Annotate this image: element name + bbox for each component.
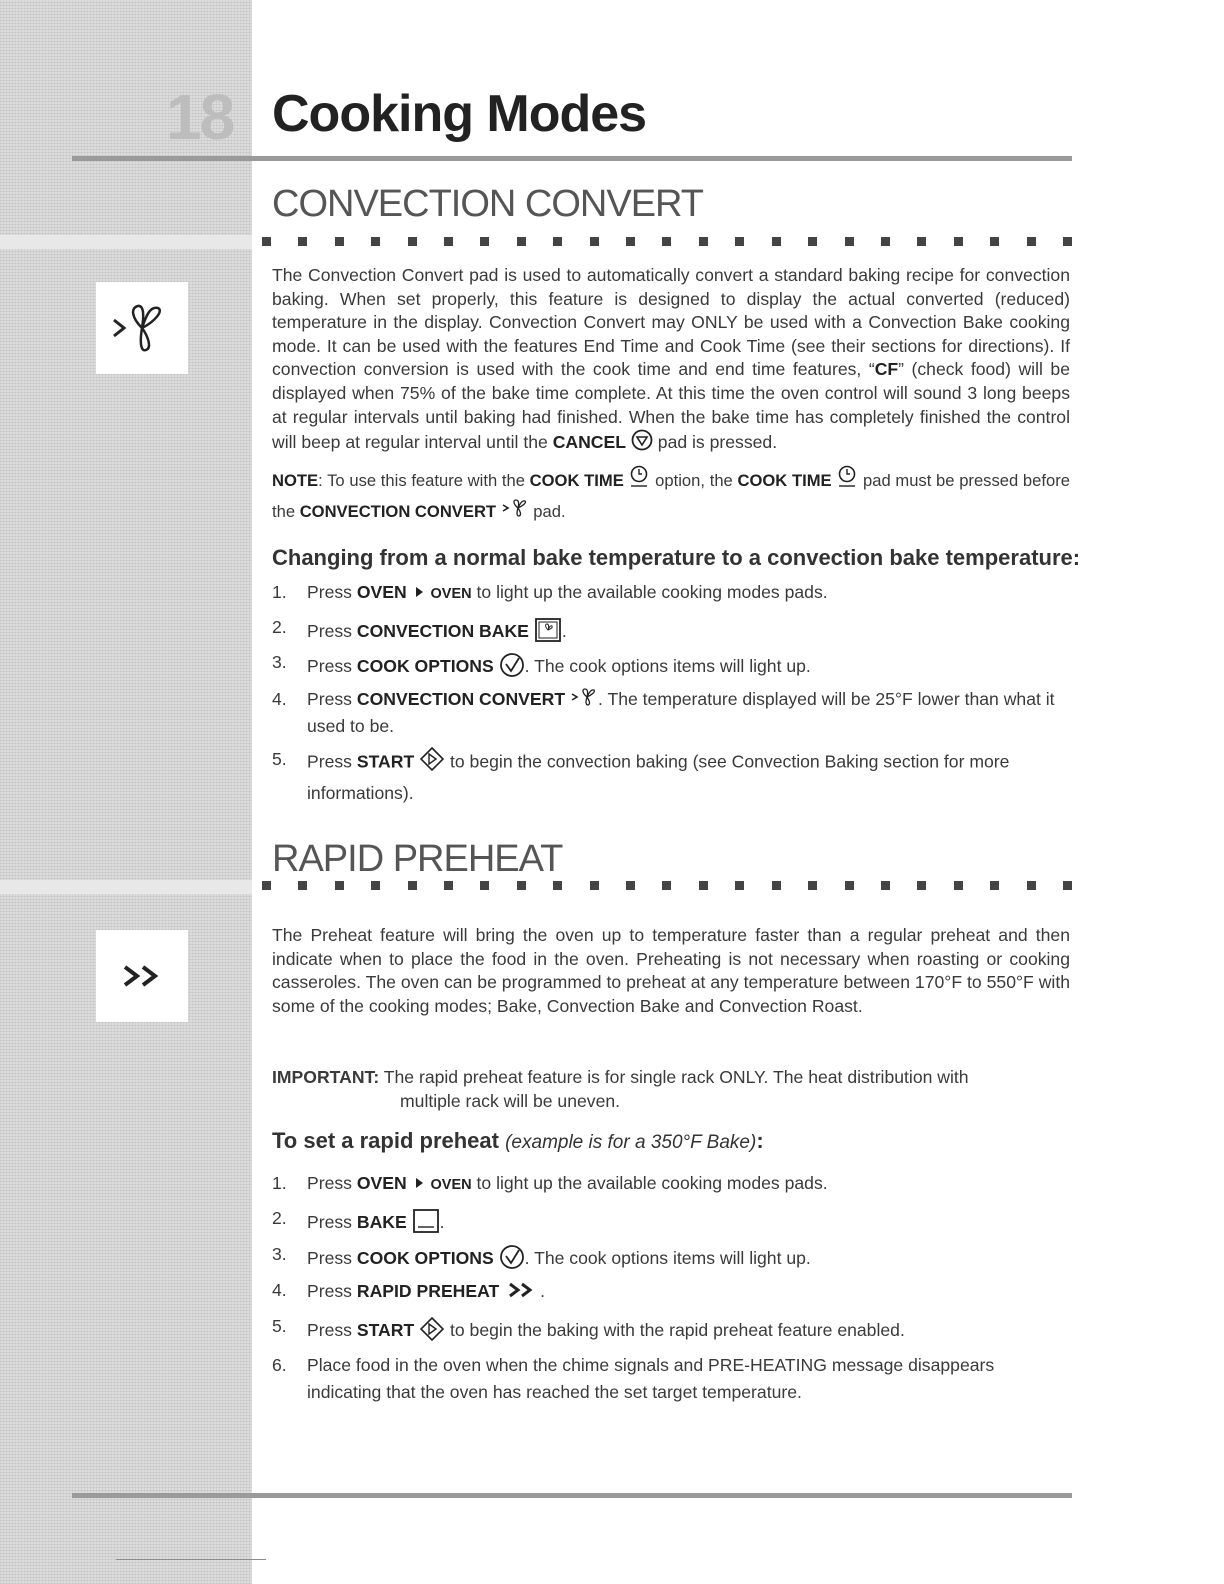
bottom-rule [72,1493,1072,1498]
text-run: Place food in the oven when the chime signals and PRE-HEATING message disappears indicating that the oven has reached the set target temperature. [307,1355,995,1402]
start-icon [419,1316,445,1347]
list-item [272,652,1070,687]
text-run: : To use this feature with the [318,470,530,490]
step-number: 2. [272,617,287,637]
convection-convert-key-label: CONVECTION CONVERT [356,689,566,710]
rapid-preheat-key-label: RAPID PREHEAT [356,1281,500,1302]
text-run: pad is pressed. [652,432,778,453]
step-number: 2. [272,1208,287,1228]
step-number: 3. [272,1244,287,1264]
list-item [272,1352,1070,1406]
text-run: . [540,1281,546,1302]
section-title-convection-convert: CONVECTION CONVERT [272,183,704,225]
cf-label: CF [874,359,899,380]
text-run: Press [307,1320,357,1341]
text-run: Press [307,689,357,710]
rapid-preheat-description: The Preheat feature will bring the oven up to temperature faster than a regular preheat and then indicate when to place the food in the oven. Preheating is not necessary when roasting or cooking casseroles. The oven can be programmed to preheat at any temperature between 170°F to 550°F with some of the cooking modes; Bake, Convection Bake and Convection Roast. [272,925,1070,1016]
text-run: Press [307,621,357,642]
text-run: pad. [528,502,566,521]
step-number: 4. [272,1280,287,1300]
step-number: 5. [272,749,287,769]
cook-options-key-label: COOK OPTIONS [356,656,494,677]
text-run: Press [307,1281,357,1302]
oven-key-label: OVEN [356,582,407,602]
convection-convert-key-label: CONVECTION CONVERT [299,502,497,521]
rapid-steps [272,1173,1070,1406]
list-item [272,617,1070,652]
text-run: . The cook options items will light up. [524,1248,811,1269]
footer-underline [116,1559,266,1560]
list-item [272,1280,1070,1316]
text-run: pad must be pressed before the [272,470,1070,521]
dotted-divider [262,881,1072,891]
bake-key-label: BAKE [356,1212,407,1233]
sidebar-band [0,235,252,249]
cancel-icon [631,429,653,458]
convection-steps [272,582,1070,807]
text-run: ” (check food) will be displayed when 75% of the bake time complete. At this time the oven control will sound 3 long beeps at regular intervals until baking had finished. When the bake time has completely finished the control will beep at regular interval until the [272,359,1070,453]
sidebar-band [0,880,252,894]
subhead-example: (example is for a 350°F Bake) [505,1132,757,1153]
note-label: NOTE [272,470,319,490]
list-item [272,1208,1070,1244]
start-key-label: START [356,1320,415,1341]
start-key-label: START [356,751,415,772]
step-number: 5. [272,1316,287,1336]
arrow-right-icon [412,583,426,604]
important-label: IMPORTANT: [272,1067,380,1087]
text-run: Press [307,1173,357,1193]
text-run: Press [307,1212,357,1233]
text-run: : [756,1128,764,1153]
page-title: Cooking Modes [272,85,647,143]
cook-time-icon [836,465,858,498]
section-title-rapid-preheat: RAPID PREHEAT [272,838,563,880]
text-run: . [561,621,567,642]
text-run: Press [307,656,357,677]
step-number: 3. [272,652,287,672]
cook-options-icon [499,1244,525,1275]
rapid-preheat-small-icon [504,1280,540,1305]
convection-bake-key-label: CONVECTION BAKE [356,621,529,642]
convection-note [272,465,1070,527]
list-item [272,582,1070,617]
convection-convert-icon [570,687,598,714]
list-item [272,687,1070,746]
top-rule [72,156,1072,161]
cancel-key-label: CANCEL [552,432,626,453]
text-run: to begin the convection baking (see Convection Baking section for more informations). [307,751,1010,803]
oven-key-label-small: OVEN [430,1177,472,1193]
convection-bake-icon [534,617,562,648]
text-run: multiple rack will be uneven. [400,1090,621,1111]
dotted-divider [262,237,1072,247]
cook-time-key-label: COOK TIME [529,470,624,490]
list-item [272,1173,1070,1208]
rapid-preheat-icon [96,930,188,1022]
convection-description [272,264,1070,458]
sidebar-texture [0,0,252,1584]
arrow-right-icon [412,1174,426,1195]
cook-time-key-label: COOK TIME [737,470,832,490]
cook-options-icon [499,652,525,683]
text-run: Press [307,1248,357,1269]
text-run: to light up the available cooking modes pads. [471,1173,828,1193]
oven-key-label-small: OVEN [430,586,472,602]
list-item [272,746,1070,807]
text-run: to begin the baking with the rapid preheat feature enabled. [445,1320,905,1341]
list-item [272,1244,1070,1280]
cook-options-key-label: COOK OPTIONS [356,1248,494,1269]
important-note [272,1066,1070,1113]
convection-convert-icon [501,498,529,527]
text-run: . The temperature displayed will be 25°F lower than what it used to be. [307,689,1055,736]
page-number: 18 [166,81,234,153]
text-run: Press [307,751,357,772]
step-number: 4. [272,689,287,709]
cook-time-icon [628,465,650,498]
step-number: 1. [272,582,287,602]
text-run: To set a rapid preheat [272,1128,506,1153]
step-number: 6. [272,1355,287,1375]
text-run: option, the [650,470,738,490]
start-icon [419,746,445,780]
text-run: The Convection Convert pad is used to automatically convert a standard baking recipe for convection baking. When set properly, this feature is designed to display the actual converted (reduced) temperature in the display. Convection Convert may ONLY be used with a Convection Bake cooking mode. It can be used with the features End Time and Cook Time (see their sections for directions). If convection conversion is used with the cook time and end time features, “ [272,265,1070,380]
text-run: Press [307,582,357,602]
text-run: . [439,1212,445,1233]
list-item [272,1316,1070,1352]
oven-key-label: OVEN [356,1173,407,1193]
text-run: to light up the available cooking modes pads. [471,582,828,602]
step-number: 1. [272,1173,287,1193]
text-run: . The cook options items will light up. [524,656,811,677]
bake-icon [412,1208,440,1239]
convection-steps-heading: Changing from a normal bake temperature to a convection bake temperature: [272,545,1081,570]
rapid-steps-heading [272,1128,764,1154]
text-run: The rapid preheat feature is for single rack ONLY. The heat distribution with [379,1067,969,1087]
convection-convert-fan-icon [96,282,188,374]
